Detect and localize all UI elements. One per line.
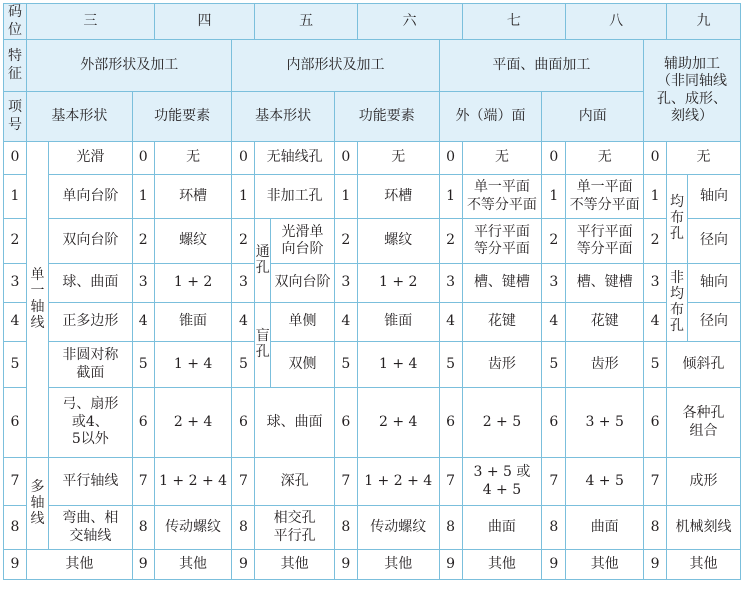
digit7-item: 花键: [462, 303, 542, 342]
digit4-item: 2 + 4: [154, 388, 232, 458]
digit6-item: 环槽: [357, 175, 439, 219]
digit9-item: 各种孔 组合: [667, 388, 741, 458]
digit9-code: 6: [644, 388, 667, 458]
digit7-code: 6: [439, 388, 462, 458]
digit7-item: 槽、键槽: [462, 264, 542, 303]
row-number: 6: [4, 388, 27, 458]
digit4-item: 无: [154, 142, 232, 175]
part-classification-table: [3, 3, 741, 580]
digit8-item: 3 + 5: [566, 388, 644, 458]
digit8-code: 0: [542, 142, 566, 175]
digit5-code: 2: [232, 219, 255, 264]
digit8-code: 4: [542, 303, 566, 342]
sub-inner-face: 内面: [542, 92, 644, 142]
sub-basic-shape-external: 基本形状: [26, 92, 132, 142]
header-row-item-number: [4, 92, 741, 142]
feature-label: 特 征: [4, 40, 27, 92]
group-plane-surface: 平面、曲面加工: [439, 40, 644, 92]
row-number: 9: [4, 550, 27, 580]
digit-header-9: 九: [667, 4, 741, 40]
digit8-code: 3: [542, 264, 566, 303]
digit9-item: 无: [667, 142, 741, 175]
digit6-code: 6: [334, 388, 357, 458]
digit8-item: 无: [566, 142, 644, 175]
table-row-2: [4, 219, 741, 264]
digit5-item: 双向台阶: [271, 264, 335, 303]
group-auxiliary-machining: 辅助加工 （非同轴线 孔、成形、 刻线）: [644, 40, 741, 142]
digit9-item: 其他: [667, 550, 741, 580]
table-row-8: [4, 506, 741, 550]
digit5-code: 0: [232, 142, 255, 175]
table-row-1: [4, 175, 741, 219]
digit4-code: 4: [132, 303, 154, 342]
digit7-item: 单一平面 不等分平面: [462, 175, 542, 219]
digit9-code: 8: [644, 506, 667, 550]
digit3-item: 双向台阶: [48, 219, 132, 264]
nonuniform-holes-label: 非 均 布 孔: [667, 264, 688, 342]
digit7-item: 平行平面 等分平面: [462, 219, 542, 264]
digit9-code: 5: [644, 342, 667, 388]
digit9-item: 成形: [667, 458, 741, 506]
digit7-code: 5: [439, 342, 462, 388]
digit-header-7: 七: [462, 4, 566, 40]
digit9-code: 4: [644, 303, 667, 342]
row-number: 8: [4, 506, 27, 550]
sub-functional-element-external: 功能要素: [132, 92, 232, 142]
group-internal-shape: 内部形状及加工: [232, 40, 439, 92]
digit5-item: 非加工孔: [255, 175, 335, 219]
digit5-item: 相交孔 平行孔: [255, 506, 335, 550]
digit4-item: 1 + 2 + 4: [154, 458, 232, 506]
digit5-code: 9: [232, 550, 255, 580]
digit8-code: 8: [542, 506, 566, 550]
digit6-item: 传动螺纹: [357, 506, 439, 550]
digit7-item: 曲面: [462, 506, 542, 550]
digit8-code: 7: [542, 458, 566, 506]
digit-header-3: 三: [26, 4, 154, 40]
table-row-3: [4, 264, 741, 303]
digit8-item: 平行平面 等分平面: [566, 219, 644, 264]
digit8-code: 2: [542, 219, 566, 264]
digit6-code: 1: [334, 175, 357, 219]
digit4-code: 9: [132, 550, 154, 580]
table-row-7: [4, 458, 741, 506]
digit5-item: 光滑单 向台阶: [271, 219, 335, 264]
digit3-item: 球、曲面: [48, 264, 132, 303]
digit9-code: 3: [644, 264, 667, 303]
digit9-code: 1: [644, 175, 667, 219]
table-row-9: [4, 550, 741, 580]
row-number: 3: [4, 264, 27, 303]
row-number: 1: [4, 175, 27, 219]
digit5-item: 双侧: [271, 342, 335, 388]
digit9-code: 7: [644, 458, 667, 506]
digit6-code: 4: [334, 303, 357, 342]
digit8-item: 花键: [566, 303, 644, 342]
digit8-item: 4 + 5: [566, 458, 644, 506]
digit7-code: 8: [439, 506, 462, 550]
digit4-item: 其他: [154, 550, 232, 580]
digit3-item: 弯曲、相 交轴线: [48, 506, 132, 550]
digit9-axial-1: 轴向: [688, 175, 741, 219]
digit5-code: 5: [232, 342, 255, 388]
digit6-code: 5: [334, 342, 357, 388]
digit4-item: 1 + 2: [154, 264, 232, 303]
digit7-item: 其他: [462, 550, 542, 580]
digit3-item: 单向台阶: [48, 175, 132, 219]
digit8-item: 其他: [566, 550, 644, 580]
digit4-item: 1 + 4: [154, 342, 232, 388]
digit6-code: 3: [334, 264, 357, 303]
digit6-item: 1 + 2 + 4: [357, 458, 439, 506]
digit4-code: 5: [132, 342, 154, 388]
digit4-code: 1: [132, 175, 154, 219]
row-number: 0: [4, 142, 27, 175]
digit9-item: 机械刻线: [667, 506, 741, 550]
digit7-code: 9: [439, 550, 462, 580]
digit9-code: 9: [644, 550, 667, 580]
digit5-item: 其他: [255, 550, 335, 580]
sub-basic-shape-internal: 基本形状: [232, 92, 334, 142]
digit-header-5: 五: [255, 4, 357, 40]
digit6-item: 2 + 4: [357, 388, 439, 458]
digit4-code: 8: [132, 506, 154, 550]
through-hole-label: 通 孔: [255, 219, 271, 303]
digit7-item: 齿形: [462, 342, 542, 388]
header-row-feature: [4, 40, 741, 92]
digit5-code: 1: [232, 175, 255, 219]
item-number-label: 项 号: [4, 92, 27, 142]
digit9-code: 0: [644, 142, 667, 175]
header-row-code-position: [4, 4, 741, 40]
digit8-item: 曲面: [566, 506, 644, 550]
digit6-code: 7: [334, 458, 357, 506]
digit4-code: 3: [132, 264, 154, 303]
digit5-code: 8: [232, 506, 255, 550]
digit7-item: 2 + 5: [462, 388, 542, 458]
digit-header-6: 六: [357, 4, 462, 40]
digit5-code: 4: [232, 303, 255, 342]
single-axis-label: 单 一 轴 线: [26, 142, 48, 458]
digit6-code: 0: [334, 142, 357, 175]
digit5-item: 深孔: [255, 458, 335, 506]
digit4-item: 环槽: [154, 175, 232, 219]
code-position-label: 码 位: [4, 4, 27, 40]
digit7-code: 0: [439, 142, 462, 175]
digit4-code: 0: [132, 142, 154, 175]
table-row-4: [4, 303, 741, 342]
group-external-shape: 外部形状及加工: [26, 40, 231, 92]
digit3-item: 正多边形: [48, 303, 132, 342]
digit8-code: 6: [542, 388, 566, 458]
table-row-6: [4, 388, 741, 458]
digit3-item: 非圆对称 截面: [48, 342, 132, 388]
digit6-item: 1 + 2: [357, 264, 439, 303]
digit4-item: 螺纹: [154, 219, 232, 264]
digit8-code: 5: [542, 342, 566, 388]
digit6-item: 螺纹: [357, 219, 439, 264]
digit3-item: 平行轴线: [48, 458, 132, 506]
digit6-item: 锥面: [357, 303, 439, 342]
multi-axis-label: 多 轴 线: [26, 458, 48, 550]
digit8-code: 9: [542, 550, 566, 580]
row-number: 5: [4, 342, 27, 388]
digit9-radial-4: 径向: [688, 303, 741, 342]
digit-header-8: 八: [566, 4, 667, 40]
digit6-item: 其他: [357, 550, 439, 580]
row-number: 4: [4, 303, 27, 342]
digit3-item: 其他: [26, 550, 132, 580]
digit6-code: 2: [334, 219, 357, 264]
row-number: 7: [4, 458, 27, 506]
table-row-5: [4, 342, 741, 388]
digit7-code: 3: [439, 264, 462, 303]
digit8-item: 齿形: [566, 342, 644, 388]
digit6-item: 无: [357, 142, 439, 175]
digit-header-4: 四: [154, 4, 255, 40]
digit7-code: 2: [439, 219, 462, 264]
digit6-item: 1 + 4: [357, 342, 439, 388]
sub-functional-element-internal: 功能要素: [334, 92, 439, 142]
digit9-axial-3: 轴向: [688, 264, 741, 303]
digit3-item: 光滑: [48, 142, 132, 175]
row-number: 2: [4, 219, 27, 264]
digit6-code: 8: [334, 506, 357, 550]
digit7-code: 1: [439, 175, 462, 219]
digit4-code: 2: [132, 219, 154, 264]
digit5-code: 6: [232, 388, 255, 458]
digit7-code: 4: [439, 303, 462, 342]
digit5-item: 球、曲面: [255, 388, 335, 458]
digit9-radial-2: 径向: [688, 219, 741, 264]
digit5-item: 无轴线孔: [255, 142, 335, 175]
digit6-code: 9: [334, 550, 357, 580]
digit9-item: 倾斜孔: [667, 342, 741, 388]
sub-outer-end-face: 外（端）面: [439, 92, 542, 142]
digit7-item: 无: [462, 142, 542, 175]
table-row-0: [4, 142, 741, 175]
digit5-code: 3: [232, 264, 255, 303]
digit7-item: 3 + 5 或 4 + 5: [462, 458, 542, 506]
uniform-holes-label: 均 布 孔: [667, 175, 688, 264]
digit4-code: 7: [132, 458, 154, 506]
blind-hole-label: 盲 孔: [255, 303, 271, 388]
digit4-item: 锥面: [154, 303, 232, 342]
digit8-item: 单一平面 不等分平面: [566, 175, 644, 219]
digit3-item: 弓、扇形 或4、 5以外: [48, 388, 132, 458]
digit7-code: 7: [439, 458, 462, 506]
digit4-item: 传动螺纹: [154, 506, 232, 550]
digit5-code: 7: [232, 458, 255, 506]
digit8-code: 1: [542, 175, 566, 219]
digit5-item: 单侧: [271, 303, 335, 342]
digit4-code: 6: [132, 388, 154, 458]
digit9-code: 2: [644, 219, 667, 264]
digit8-item: 槽、键槽: [566, 264, 644, 303]
